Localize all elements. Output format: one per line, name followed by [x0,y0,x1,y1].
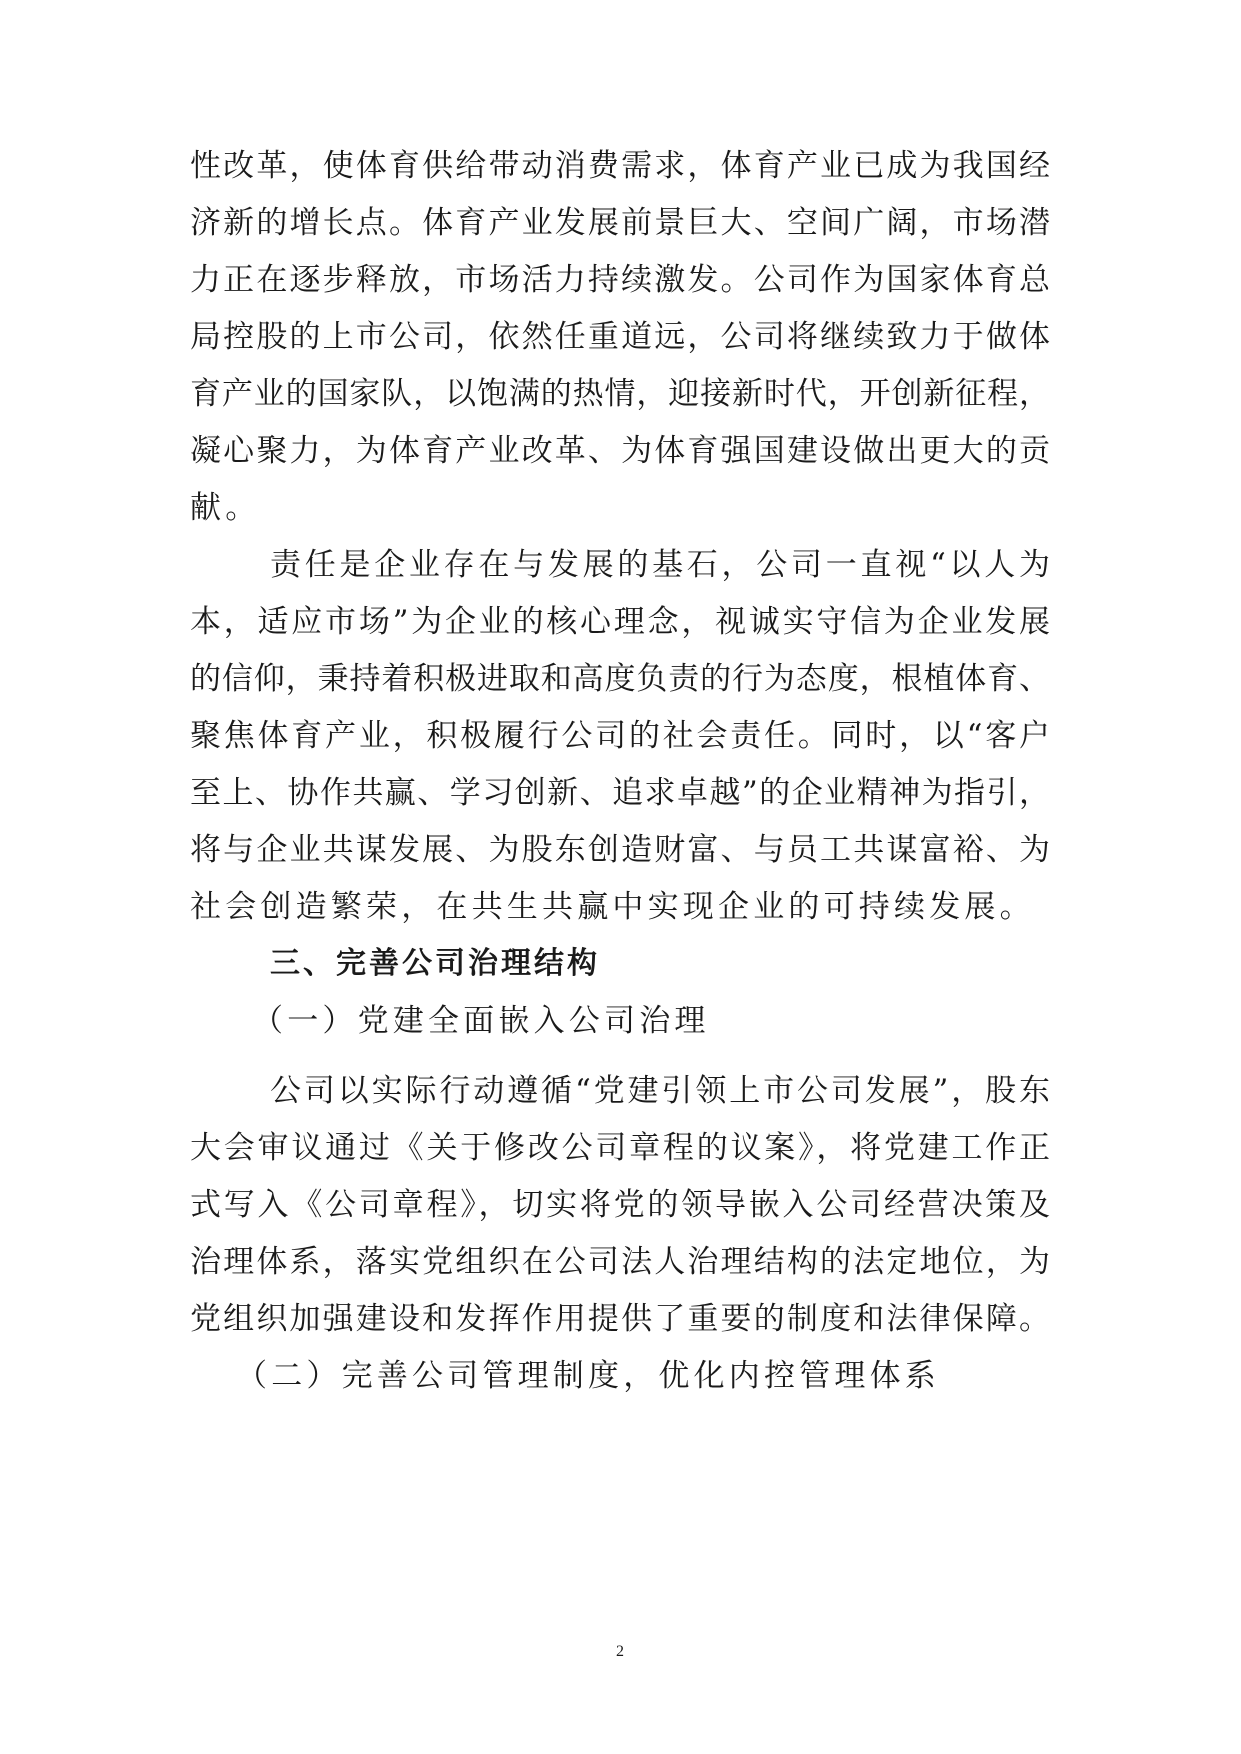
paragraph-line: 社会创造繁荣，在共生共赢中实现企业的可持续发展。 [190,889,1035,925]
paragraph-line: 治理体系，落实党组织在公司法人治理结构的法定地位，为 [190,1244,1050,1280]
page-number: 2 [616,1643,624,1660]
paragraph-line: 责任是企业存在与发展的基石，公司一直视“以人为 [270,547,1050,583]
paragraph-line: 将与企业共谋发展、为股东创造财富、与员工共谋富裕、为 [190,832,1050,868]
section-heading: 三、完善公司治理结构 [270,946,600,981]
paragraph-line: 本，适应市场”为企业的核心理念，视诚实守信为企业发展 [190,604,1050,640]
paragraph-line: 的信仰，秉持着积极进取和高度负责的行为态度，根植体育、 [190,661,1050,697]
paragraph-line: 育产业的国家队，以饱满的热情，迎接新时代，开创新征程， [190,376,1050,412]
paragraph-line: 大会审议通过《关于修改公司章程的议案》，将党建工作正 [190,1130,1050,1166]
paragraph-line: 凝心聚力，为体育产业改革、为体育强国建设做出更大的贡 [190,433,1050,469]
paragraph-line: 性改革，使体育供给带动消费需求，体育产业已成为我国经 [190,148,1050,184]
paragraph-line: 局控股的上市公司，依然任重道远，公司将继续致力于做体 [190,319,1050,355]
paragraph-line: 公司以实际行动遵循“党建引领上市公司发展”，股东 [270,1073,1050,1109]
paragraph-line: 献。 [190,490,261,526]
paragraph-line: 力正在逐步释放，市场活力持续激发。公司作为国家体育总 [190,262,1050,298]
paragraph-line: 党组织加强建设和发挥作用提供了重要的制度和法律保障。 [190,1301,1050,1337]
subheading: （一）党建全面嵌入公司治理 [252,1003,710,1039]
paragraph-line: 济新的增长点。体育产业发展前景巨大、空间广阔，市场潜 [190,205,1050,241]
paragraph-line: 至上、协作共赢、学习创新、追求卓越”的企业精神为指引， [190,775,1050,811]
paragraph-line: 式写入《公司章程》，切实将党的领导嵌入公司经营决策及 [190,1187,1050,1223]
subheading: （二）完善公司管理制度，优化内控管理体系 [236,1358,940,1394]
paragraph-line: 聚焦体育产业，积极履行公司的社会责任。同时，以“客户 [190,718,1050,754]
